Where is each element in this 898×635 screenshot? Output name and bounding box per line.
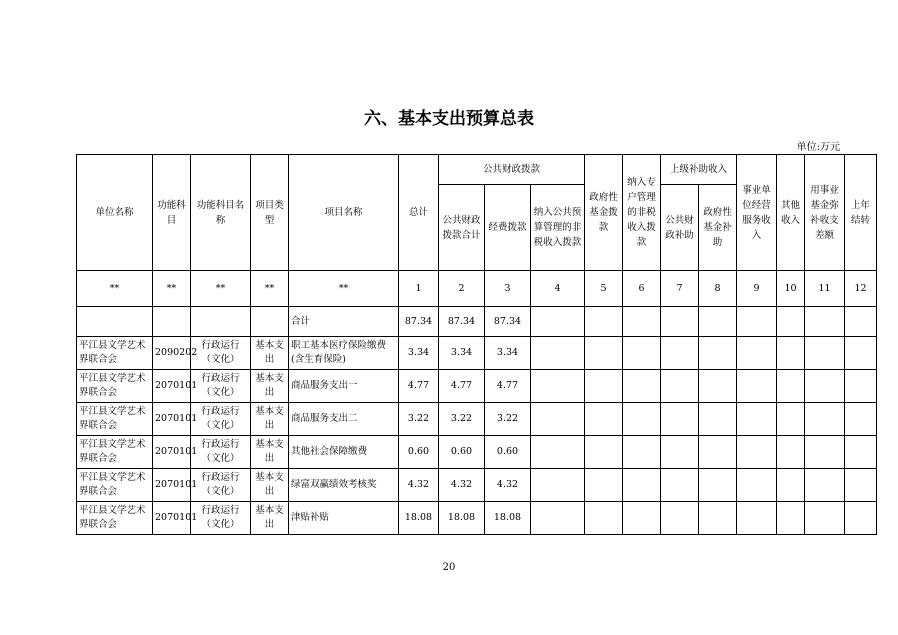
unit-name-cell: 平江县文学艺术界联合会 <box>77 469 153 502</box>
func-name-cell: 行政运行（文化） <box>191 469 251 502</box>
funds-cell: 18.08 <box>485 502 531 535</box>
unit-name-cell: 平江县文学艺术界联合会 <box>77 403 153 436</box>
func-name-cell: 行政运行（文化） <box>191 337 251 370</box>
total-value: 87.34 <box>399 307 439 337</box>
item-name-cell: 其他社会保障缴费 <box>289 436 399 469</box>
total-cell: 4.77 <box>399 370 439 403</box>
index-number: 10 <box>777 271 805 307</box>
public-total-cell: 0.60 <box>439 436 485 469</box>
item-name-cell: 商品服务支出一 <box>289 370 399 403</box>
index-number: 5 <box>585 271 623 307</box>
index-number: 1 <box>399 271 439 307</box>
item-type-cell: 基本支出 <box>251 403 289 436</box>
header-funds-allocation: 经费拨款 <box>485 185 531 271</box>
unit-label: 单位:万元 <box>796 142 840 153</box>
item-type-cell: 基本支出 <box>251 370 289 403</box>
index-star: ** <box>77 271 153 307</box>
index-number: 8 <box>699 271 737 307</box>
unit-name-cell: 平江县文学艺术界联合会 <box>77 370 153 403</box>
index-number: 2 <box>439 271 485 307</box>
header-higher-subsidy: 上级补助收入 <box>661 155 737 185</box>
header-public-fin-subsidy: 公共财政补助 <box>661 185 699 271</box>
index-number: 6 <box>623 271 661 307</box>
unit-name-cell: 平江县文学艺术界联合会 <box>77 502 153 535</box>
item-type-cell: 基本支出 <box>251 469 289 502</box>
unit-name-cell: 平江县文学艺术界联合会 <box>77 436 153 469</box>
item-name-cell: 绿富双赢绩效考核奖 <box>289 469 399 502</box>
item-name-cell: 津贴补贴 <box>289 502 399 535</box>
index-star: ** <box>153 271 191 307</box>
item-name-cell: 商品服务支出二 <box>289 403 399 436</box>
header-special-account: 纳入专户管理的非税收入拨款 <box>623 155 661 271</box>
index-number: 3 <box>485 271 531 307</box>
header-func-subject: 功能科目 <box>153 155 191 271</box>
total-row <box>77 307 877 337</box>
header-business-income: 事业单位经营服务收入 <box>737 155 777 271</box>
func-name-cell: 行政运行（文化） <box>191 370 251 403</box>
total-cell: 4.32 <box>399 469 439 502</box>
index-number: 11 <box>805 271 845 307</box>
budget-table-container <box>76 154 871 539</box>
header-gov-fund-subsidy: 政府性基金补助 <box>699 185 737 271</box>
index-star: ** <box>289 271 399 307</box>
index-star: ** <box>251 271 289 307</box>
funds-cell: 4.32 <box>485 469 531 502</box>
index-row <box>77 271 877 307</box>
budget-table <box>76 154 877 535</box>
item-type-cell: 基本支出 <box>251 502 289 535</box>
public-total-cell: 3.22 <box>439 403 485 436</box>
header-item-name: 项目名称 <box>289 155 399 271</box>
func-subject-cell: 2070101 <box>153 502 191 535</box>
header-other-income: 其他收入 <box>777 155 805 271</box>
func-subject-cell: 2070101 <box>153 436 191 469</box>
total-cell: 3.22 <box>399 403 439 436</box>
header-gov-fund: 政府性基金拨款 <box>585 155 623 271</box>
unit-name-cell: 平江县文学艺术界联合会 <box>77 337 153 370</box>
table-row <box>77 436 877 469</box>
func-subject-cell: 2070101 <box>153 403 191 436</box>
table-row <box>77 469 877 502</box>
total-public-value: 87.34 <box>439 307 485 337</box>
funds-cell: 3.34 <box>485 337 531 370</box>
item-name-cell: 职工基本医疗保险缴费(含生育保险) <box>289 337 399 370</box>
index-star: ** <box>191 271 251 307</box>
func-subject-cell: 2070101 <box>153 469 191 502</box>
header-public-finance-total: 公共财政拨款合计 <box>439 185 485 271</box>
index-number: 12 <box>845 271 877 307</box>
header-row-1 <box>77 155 877 185</box>
total-cell: 3.34 <box>399 337 439 370</box>
total-cell: 18.08 <box>399 502 439 535</box>
total-cell: 0.60 <box>399 436 439 469</box>
funds-cell: 4.77 <box>485 370 531 403</box>
public-total-cell: 3.34 <box>439 337 485 370</box>
total-label: 合计 <box>289 307 399 337</box>
func-name-cell: 行政运行（文化） <box>191 502 251 535</box>
header-item-type: 项目类型 <box>251 155 289 271</box>
table-row <box>77 403 877 436</box>
table-row <box>77 502 877 535</box>
header-last-year: 上年结转 <box>845 155 877 271</box>
item-type-cell: 基本支出 <box>251 337 289 370</box>
index-number: 7 <box>661 271 699 307</box>
func-subject-cell: 2070101 <box>153 370 191 403</box>
funds-cell: 0.60 <box>485 436 531 469</box>
page-number: 20 <box>442 562 456 573</box>
header-fund-makeup: 用事业基金弥补收支差额 <box>805 155 845 271</box>
func-name-cell: 行政运行（文化） <box>191 436 251 469</box>
func-subject-cell: 2090202 <box>153 337 191 370</box>
table-row <box>77 337 877 370</box>
header-non-tax-budget: 纳入公共预算管理的非税收入拨款 <box>531 185 585 271</box>
table-row <box>77 370 877 403</box>
func-name-cell: 行政运行（文化） <box>191 403 251 436</box>
funds-cell: 3.22 <box>485 403 531 436</box>
total-funds-value: 87.34 <box>485 307 531 337</box>
index-number: 9 <box>737 271 777 307</box>
page-title: 六、基本支出预算总表 <box>364 109 534 129</box>
public-total-cell: 18.08 <box>439 502 485 535</box>
header-func-subject-name: 功能科目名称 <box>191 155 251 271</box>
public-total-cell: 4.77 <box>439 370 485 403</box>
header-total: 总计 <box>399 155 439 271</box>
item-type-cell: 基本支出 <box>251 436 289 469</box>
public-total-cell: 4.32 <box>439 469 485 502</box>
index-number: 4 <box>531 271 585 307</box>
header-unit-name: 单位名称 <box>77 155 153 271</box>
header-public-finance: 公共财政拨款 <box>439 155 585 185</box>
